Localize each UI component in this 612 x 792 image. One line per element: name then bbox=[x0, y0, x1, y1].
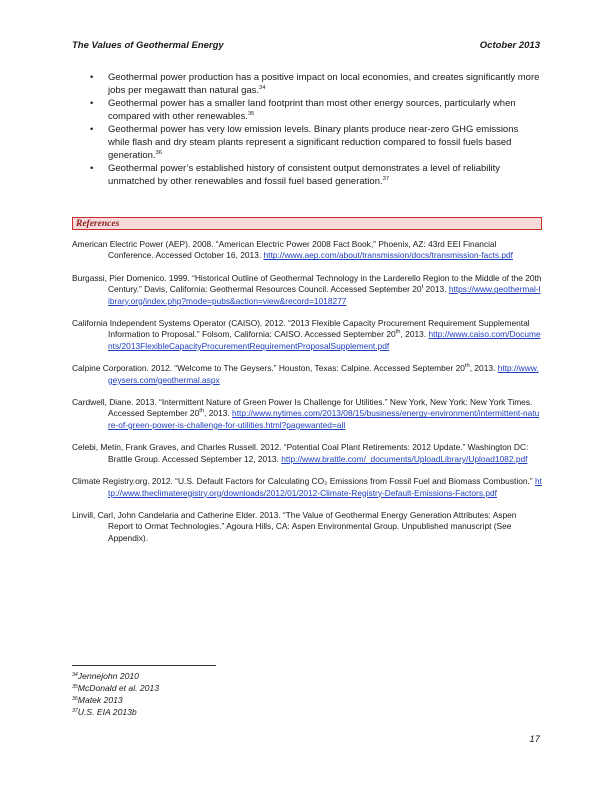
footnotes bbox=[72, 670, 372, 718]
reference-entry: Calpine Corporation. 2012. “Welcome to The Geysers.” Houston, Texas: Calpine. Accessed September 20th, 2013. http://www.geysers.com/geothermal.aspx bbox=[72, 363, 539, 385]
footnote-ref[interactable]: 34 bbox=[259, 84, 266, 91]
reference-entry: Cardwell, Diane. 2013. “Intermittent Nature of Green Power Is Challenge for Utilities.” New York, New York: New York Times. Accessed September 20th, 2013. http://www.nytimes.com/2013/08/15/business/energy-environment/intermittent-nature-of-green-power-is-challenge-for-utilities.html?pagewanted=all bbox=[72, 397, 540, 430]
bullet-item bbox=[72, 72, 542, 97]
bullet-text: Geothermal power has very low emission levels. Binary plants produce near-zero GHG emissions while flash and dry steam plants represent a significant reduction compared to fossil fuels based generation. bbox=[108, 124, 519, 161]
bullet-item bbox=[72, 124, 542, 162]
bullet-item bbox=[72, 98, 542, 123]
footnote-ref[interactable]: 35 bbox=[247, 110, 255, 117]
reference-entry: American Electric Power (AEP). 2008. “American Electric Power 2008 Fact Book,” Phoenix, AZ: 43rd EEI Financial Conference. Accessed October 16, 2013. http://www.aep.com/about/transmission/docs/transmission-facts.pdf bbox=[72, 239, 513, 261]
references-heading: References bbox=[72, 217, 542, 230]
bullet-text: Geothermal power production has a positive impact on local economies, and creates significantly more jobs per megawatt than natural gas. bbox=[108, 72, 540, 96]
reference-link[interactable]: http://www.geysers.com/geothermal.aspx bbox=[108, 363, 539, 385]
reference-link[interactable]: https://www.geothermal-library.org/index.php?mode=pubs&action=view&record=1018277 bbox=[108, 284, 541, 306]
reference-link[interactable]: http://www.nytimes.com/2013/08/15/business/energy-environment/intermittent-nature-of-green-power-is-challenge-for-utilities.html?pagewanted=all bbox=[108, 408, 540, 430]
footnote: $^{37}$U.S. EIA 2013b bbox=[72, 707, 137, 717]
reference-link[interactable]: http://www.theclimateregistry.org/downloads/2012/01/2012-Climate-Registry-Default-Emissions-Factors.pdf bbox=[108, 476, 542, 498]
reference-link[interactable]: http://www.brattle.com/_documents/UploadLibrary/Upload1082.pdf bbox=[281, 453, 528, 464]
footnote-ref[interactable]: 37 bbox=[382, 175, 390, 182]
benefits-bullet-list bbox=[72, 72, 542, 189]
footnote: $^{34}$Jennejohn 2010 bbox=[72, 671, 139, 681]
reference-entry: Linvill, Carl, John Candelaria and Catherine Elder. 2013. “The Value of Geothermal Energy Generation Attributes: Aspen Report to Ormat Technologies.” Agoura Hills, CA: Aspen Environmental Group. Unpublished manuscript (See Appendix). bbox=[72, 509, 517, 543]
bullet-item bbox=[72, 163, 542, 188]
bullet-text: Geothermal power’s established history of consistent output demonstrates a level of reliability unmatched by other renewables and fossil fuel based generation. bbox=[108, 163, 500, 187]
running-header-date: October 2013 bbox=[479, 40, 540, 51]
bullet-dot-icon: • bbox=[90, 163, 94, 175]
bullet-dot-icon: • bbox=[90, 124, 94, 136]
reference-link[interactable]: http://www.aep.com/about/transmission/docs/transmission-facts.pdf bbox=[263, 250, 513, 261]
references-list bbox=[72, 239, 542, 555]
footnote-divider bbox=[72, 665, 216, 666]
reference-entry: Celebi, Metin, Frank Graves, and Charles Russell. 2012. “Potential Coal Plant Retirements: 2012 Update.” Washington DC: Brattle Group. Accessed September 12, 2013. http://www.brattle.com/_documents/UploadLibrary/Upload1082.pdf bbox=[72, 442, 529, 464]
footnote: $^{36}$Matek 2013 bbox=[72, 695, 123, 705]
footnote: $^{35}$McDonald et al. 2013 bbox=[72, 683, 159, 693]
reference-entry: Burgassi, Pier Domenico. 1999. “Historical Outline of Geothermal Technology in the Larderello Region to the Middle of the 20th Century.” Davis, California: Geothermal Resources Council. Accessed September 20$^t$ 2013. https://www.geothermal-library.org/index.php?mode=pubs&action=view&record=1018277 bbox=[72, 272, 542, 306]
bullet-text: Geothermal power has a smaller land footprint than most other energy sources, particularly when compared with other renewables. bbox=[108, 98, 516, 122]
page-number: 17 bbox=[529, 734, 540, 745]
reference-entry: California Independent Systems Operator (CAISO). 2012. “2013 Flexible Capacity Procurement Requirement Supplemental Information to Proposal.” Folsom, California: CAISO. Accessed September 20th, 2013. http://www.caiso.com/Documents/2013FlexibleCapacityProcurementRequirementProposalSupplement.pdf bbox=[72, 318, 541, 351]
bullet-dot-icon: • bbox=[90, 98, 94, 110]
bullet-dot-icon: • bbox=[90, 72, 94, 83]
reference-entry: Climate Registry.org. 2012. “U.S. Default Factors for Calculating CO₂ Emissions from Fossil Fuel and Biomass Combustion.” http://www.theclimateregistry.org/downloads/2012/01/2012-Climate-Registry-Default-Emissions-Factors.pdf bbox=[72, 476, 542, 498]
running-header-title: The Values of Geothermal Energy bbox=[72, 40, 224, 51]
reference-link[interactable]: http://www.caiso.com/Documents/2013FlexibleCapacityProcurementRequirementProposalSupplement.pdf bbox=[108, 329, 541, 351]
footnote-ref[interactable]: 36 bbox=[155, 149, 162, 156]
